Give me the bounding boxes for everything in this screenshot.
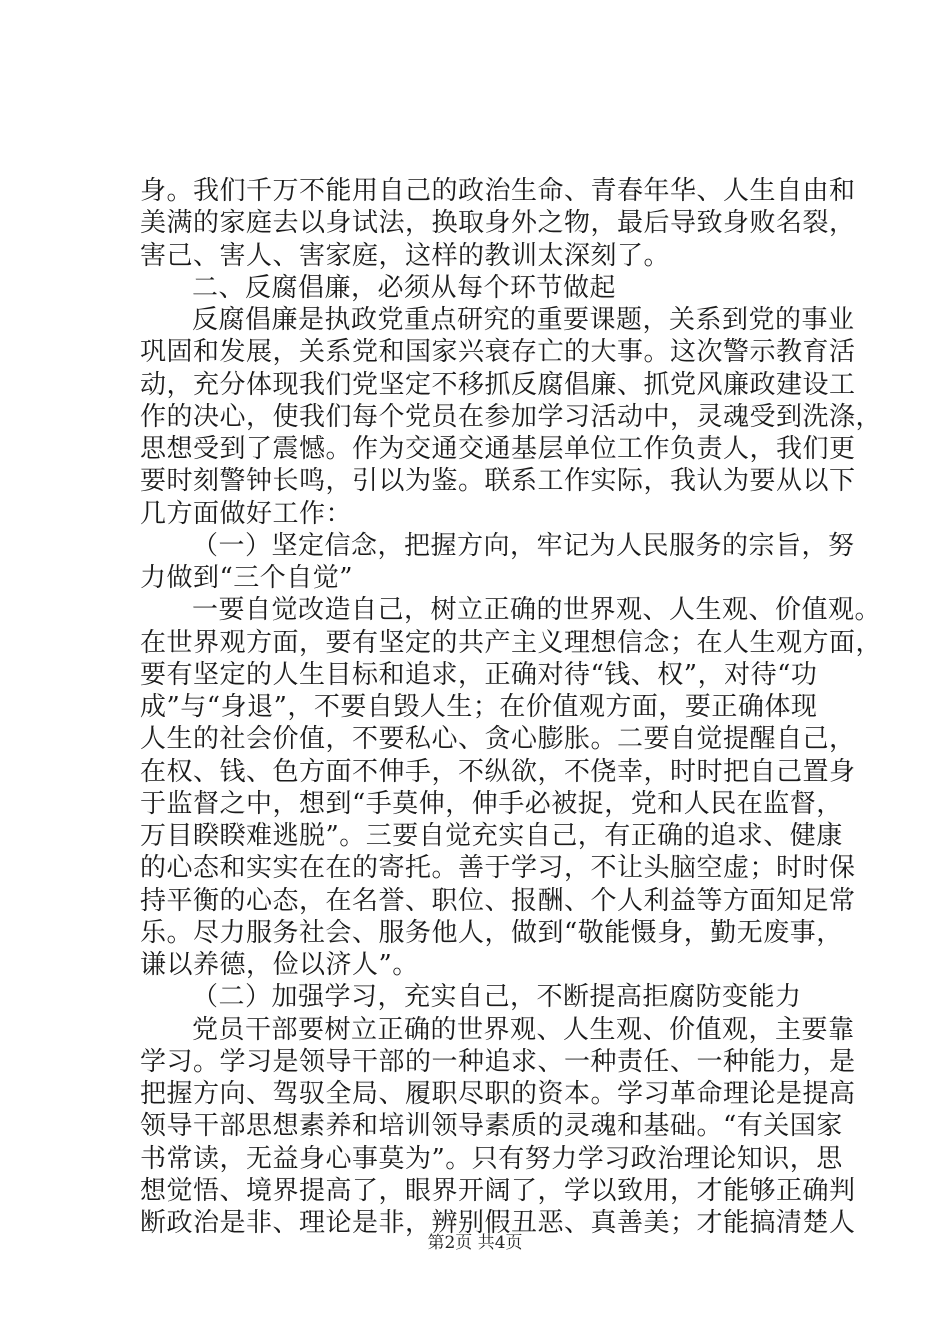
text-line: 反腐倡廉是执政党重点研究的重要课题，关系到党的事业: [192, 305, 855, 335]
text-line: （二）加强学习，充实自己，不断提高拒腐防变能力: [192, 982, 802, 1013]
text-line: 二、反腐倡廉，必须从每个环节做起: [192, 272, 617, 303]
text-line: 身。我们千万不能用自己的政治生命、青春年华、人生自由和: [140, 176, 856, 206]
text-line: 想觉悟、境界提高了，眼界开阔了，学以致用，才能够正确判: [140, 1175, 856, 1206]
text-line: 的心态和实实在在的寄托。善于学习，不让头脑空虚；时时保: [140, 853, 856, 884]
text-line: 万目睽睽难逃脱”。三要自觉充实自己，有正确的追求、健康: [140, 821, 843, 851]
text-line: 持平衡的心态，在名誉、职位、报酬、个人利益等方面知足常: [140, 885, 856, 916]
text-line: 书常读，无益身心事莫为”。只有努力学习政治理论知识，思: [140, 1143, 843, 1174]
text-line: 人生的社会价值，不要私心、贪心膨胀。二要自觉提醒自己，: [140, 724, 856, 755]
text-line: 乐。尽力服务社会、服务他人，做到“敬能慑身，勤无废事，: [140, 917, 843, 948]
text-line: 害己、害人、害家庭，这样的教训太深刻了。: [140, 240, 671, 271]
document-body: [140, 175, 883, 1239]
text-line: 把握方向、驾驭全局、履职尽职的资本。学习革命理论是提高: [140, 1079, 856, 1109]
text-line: 党员干部要树立正确的世界观、人生观、价值观，主要靠: [192, 1014, 855, 1045]
text-line: 几方面做好工作：: [140, 498, 353, 529]
text-line: 力做到“三个自觉”: [140, 563, 354, 593]
text-line: 领导干部思想素养和培训领导素质的灵魂和基础。“有关国家: [140, 1111, 843, 1142]
text-line: 谦以养德，俭以济人”。: [140, 950, 419, 980]
text-line: （一）坚定信念，把握方向，牢记为人民服务的宗旨，努: [192, 530, 855, 561]
text-line: 动，充分体现我们党坚定不移抓反腐倡廉、抓党风廉政建设工: [140, 369, 856, 400]
text-line: 作的决心，使我们每个党员在参加学习活动中，灵魂受到洗涤，: [140, 401, 883, 432]
text-line: 成”与“身退”，不要自毁人生；在价值观方面，要正确体现: [140, 692, 818, 722]
text-line: 在世界观方面，要有坚定的共产主义理想信念；在人生观方面，: [140, 627, 883, 658]
text-line: 一要自觉改造自己，树立正确的世界观、人生观、价值观。: [192, 595, 882, 626]
text-line: 美满的家庭去以身试法，换取身外之物，最后导致身败名裂，: [140, 208, 856, 239]
text-line: 断政治是非、理论是非，辨别假丑恶、真善美；才能搞清楚人: [140, 1208, 856, 1238]
text-line: 学习。学习是领导干部的一种追求、一种责任、一种能力，是: [140, 1046, 856, 1077]
text-line: 要有坚定的人生目标和追求，正确对待“钱、权”，对待“功: [140, 659, 818, 690]
page-number-footer: 第2页 共4页: [427, 1233, 523, 1253]
text-line: 巩固和发展，关系党和国家兴衰存亡的大事。这次警示教育活: [140, 337, 856, 368]
text-line: 于监督之中，想到“手莫伸，伸手必被捉，党和人民在监督，: [140, 788, 843, 819]
text-line: 要时刻警钟长鸣，引以为鉴。联系工作实际，我认为要从以下: [140, 466, 856, 497]
text-line: 在权、钱、色方面不伸手，不纵欲，不侥幸，时时把自己置身: [140, 756, 856, 787]
text-line: 思想受到了震憾。作为交通交通基层单位工作负责人，我们更: [140, 434, 856, 464]
